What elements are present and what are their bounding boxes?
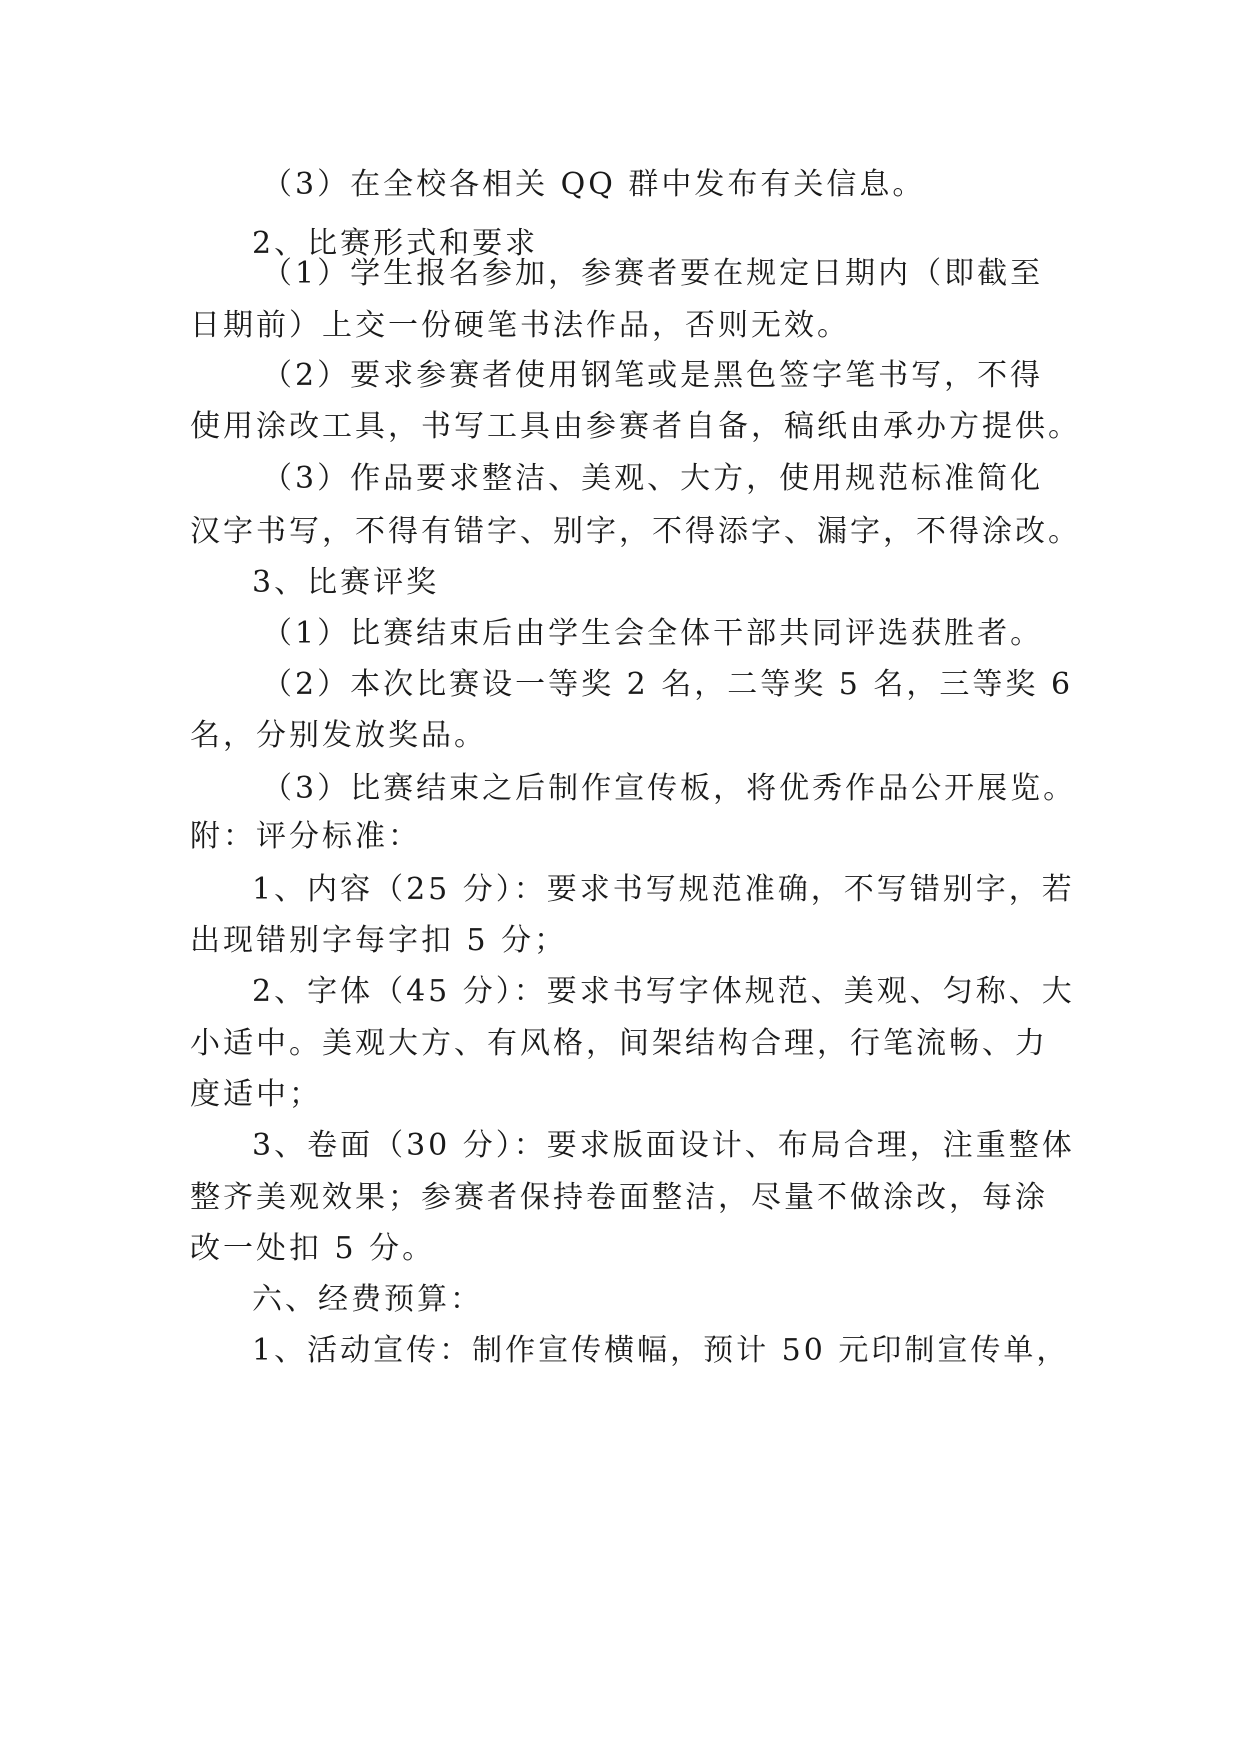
text-line: 整齐美观效果；参赛者保持卷面整洁，尽量不做涂改，每涂 [190,1180,1048,1215]
section-heading: 3、比赛评奖 [252,565,440,600]
section-heading: 六、经费预算： [252,1282,483,1317]
text-line: （1）比赛结束后由学生会全体干部共同评选获胜者。 [262,616,1044,651]
text-line: 3、卷面（30 分）：要求版面设计、布局合理，注重整体 [252,1128,1075,1163]
text-line: （2）本次比赛设一等奖 2 名，二等奖 5 名，三等奖 6 [262,667,1074,702]
text-line: （1）学生报名参加，参赛者要在规定日期内（即截至 [262,256,1044,291]
section-heading: 2、比赛形式和要求 [252,226,539,261]
text-line: （3）比赛结束之后制作宣传板，将优秀作品公开展览。 [262,771,1077,806]
text-line: 出现错别字每字扣 5 分； [190,923,568,958]
text-line: 1、活动宣传：制作宣传横幅，预计 50 元印制宣传单， [252,1333,1070,1368]
text-line: 度适中； [190,1077,322,1112]
text-line: 日期前）上交一份硬笔书法作品，否则无效。 [190,308,850,343]
text-line: （3）作品要求整洁、美观、大方，使用规范标准简化 [262,461,1044,496]
text-line: （2）要求参赛者使用钢笔或是黑色签字笔书写，不得 [262,358,1044,393]
appendix-heading: 附：评分标准： [190,819,421,854]
text-line: 汉字书写，不得有错字、别字，不得添字、漏字，不得涂改。 [190,514,1081,549]
text-line: 名，分别发放奖品。 [190,718,487,753]
text-line: （3）在全校各相关 QQ 群中发布有关信息。 [262,167,926,202]
text-line: 小适中。美观大方、有风格，间架结构合理，行笔流畅、力 [190,1026,1048,1061]
text-line: 2、字体（45 分）：要求书写字体规范、美观、匀称、大 [252,974,1075,1009]
text-line: 使用涂改工具，书写工具由参赛者自备，稿纸由承办方提供。 [190,409,1081,444]
text-line: 1、内容（25 分）：要求书写规范准确，不写错别字，若 [252,872,1075,907]
text-line: 改一处扣 5 分。 [190,1231,436,1266]
